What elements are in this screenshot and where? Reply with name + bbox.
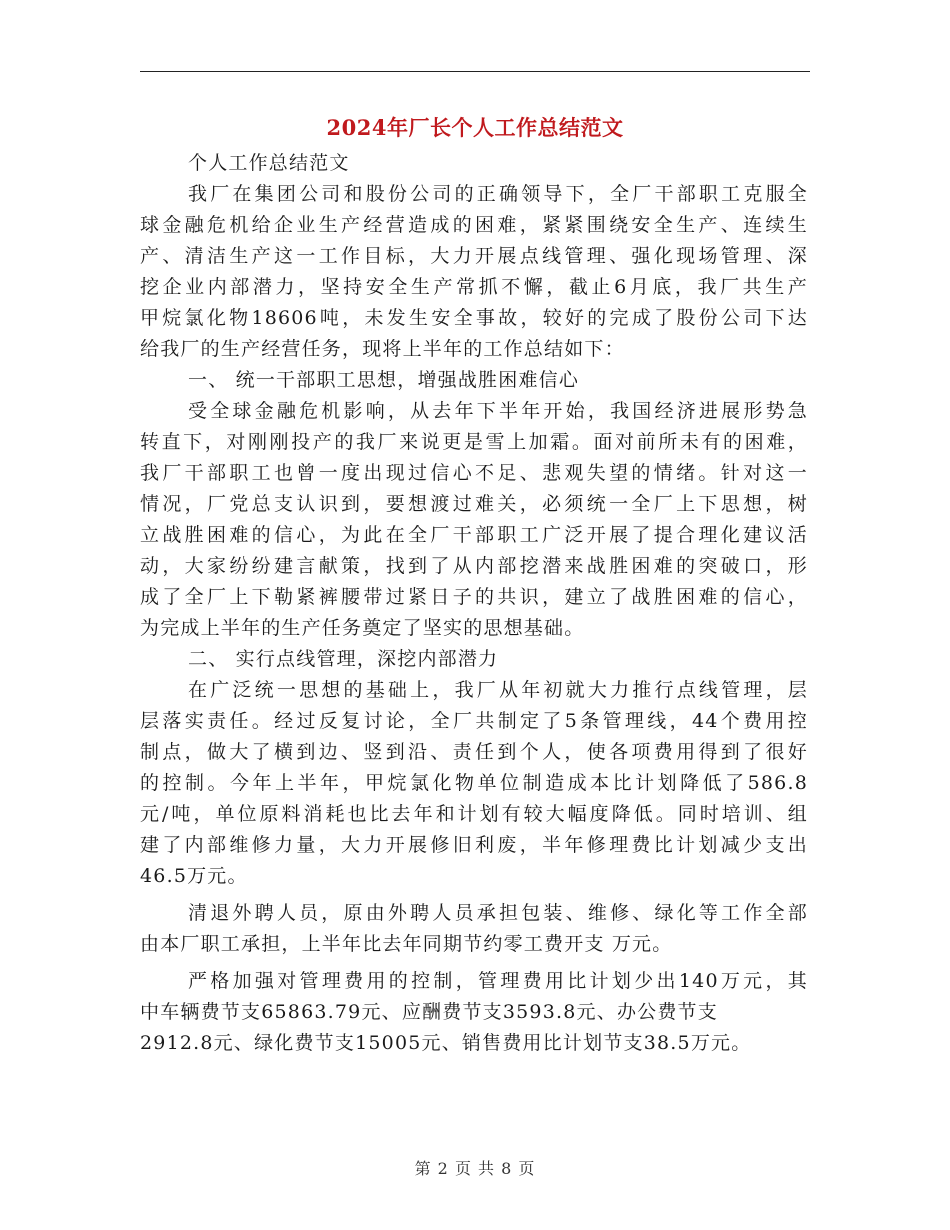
document-title: 2024年厂长个人工作总结范文 (326, 115, 624, 140)
paragraph-line: 转直下，对刚刚投产的我厂来说更是雪上加霜。面对前所未有的困难， (140, 431, 808, 453)
section-heading: 一、 统一干部职工思想，增强战胜困难信心 (188, 369, 580, 391)
paragraph-line: 建了内部维修力量，大力开展修旧利废，半年修理费比计划减少支出 (140, 834, 808, 856)
paragraph-line: 甲烷氯化物18606吨，未发生安全事故，较好的完成了股份公司下达 (140, 307, 808, 329)
document-body (140, 148, 808, 1059)
paragraph-line: 球金融危机给企业生产经营造成的困难，紧紧围绕安全生产、连续生 (140, 214, 808, 236)
paragraph-line: 制点，做大了横到边、竖到沿、责任到个人，使各项费用得到了很好 (140, 741, 808, 763)
paragraph-line: 中车辆费节支65863.79元、应酬费节支3593.8元、办公费节支 (140, 1001, 718, 1023)
page-number: 第 2 页 共 8 页 (414, 1159, 536, 1178)
subtitle-line: 个人工作总结范文 (188, 152, 350, 174)
paragraph-line: 46.5万元。 (140, 865, 248, 887)
paragraph-line: 受全球金融危机影响，从去年下半年开始，我国经济进展形势急 (188, 400, 808, 422)
paragraph-line: 产、清洁生产这一工作目标，大力开展点线管理、强化现场管理、深 (140, 245, 808, 267)
paragraph-line: 在广泛统一思想的基础上，我厂从年初就大力推行点线管理，层 (188, 679, 808, 701)
paragraph-line: 立战胜困难的信心，为此在全厂干部职工广泛开展了提合理化建议活 (140, 524, 808, 546)
paragraph-line: 给我厂的生产经营任务，现将上半年的工作总结如下： (140, 338, 625, 360)
paragraph-line: 成了全厂上下勒紧裤腰带过紧日子的共识，建立了战胜困难的信心， (140, 586, 808, 608)
paragraph-line: 情况，厂党总支认识到，要想渡过难关，必须统一全厂上下思想，树 (140, 493, 808, 515)
paragraph-line: 我厂干部职工也曾一度出现过信心不足、悲观失望的情绪。针对这一 (140, 462, 808, 484)
paragraph-line: 严格加强对管理费用的控制，管理费用比计划少出140万元，其 (188, 970, 808, 992)
paragraph-line: 挖企业内部潜力，坚持安全生产常抓不懈，截止6月底，我厂共生产 (140, 276, 808, 298)
paragraph-line: 我厂在集团公司和股份公司的正确领导下，全厂干部职工克服全 (188, 183, 808, 205)
paragraph-line: 层落实责任。经过反复讨论，全厂共制定了5条管理线，44个费用控 (140, 710, 808, 732)
paragraph-line: 2912.8元、绿化费节支15005元、销售费用比计划节支38.5万元。 (140, 1032, 752, 1054)
section-heading: 二、 实行点线管理，深挖内部潜力 (188, 648, 499, 670)
paragraph-line: 动，大家纷纷建言献策，找到了从内部挖潜来战胜困难的突破口，形 (140, 555, 808, 577)
header-rule (140, 71, 810, 72)
paragraph-line: 为完成上半年的生产任务奠定了坚实的思想基础。 (140, 617, 585, 639)
paragraph-line: 的控制。今年上半年，甲烷氯化物单位制造成本比计划降低了586.8 (140, 772, 808, 794)
paragraph-line: 由本厂职工承担，上半年比去年同期节约零工费开支 万元。 (140, 933, 673, 955)
paragraph-line: 清退外聘人员，原由外聘人员承担包装、维修、绿化等工作全部 (188, 902, 808, 924)
paragraph-line: 元/吨，单位原料消耗也比去年和计划有较大幅度降低。同时培训、组 (140, 803, 808, 825)
